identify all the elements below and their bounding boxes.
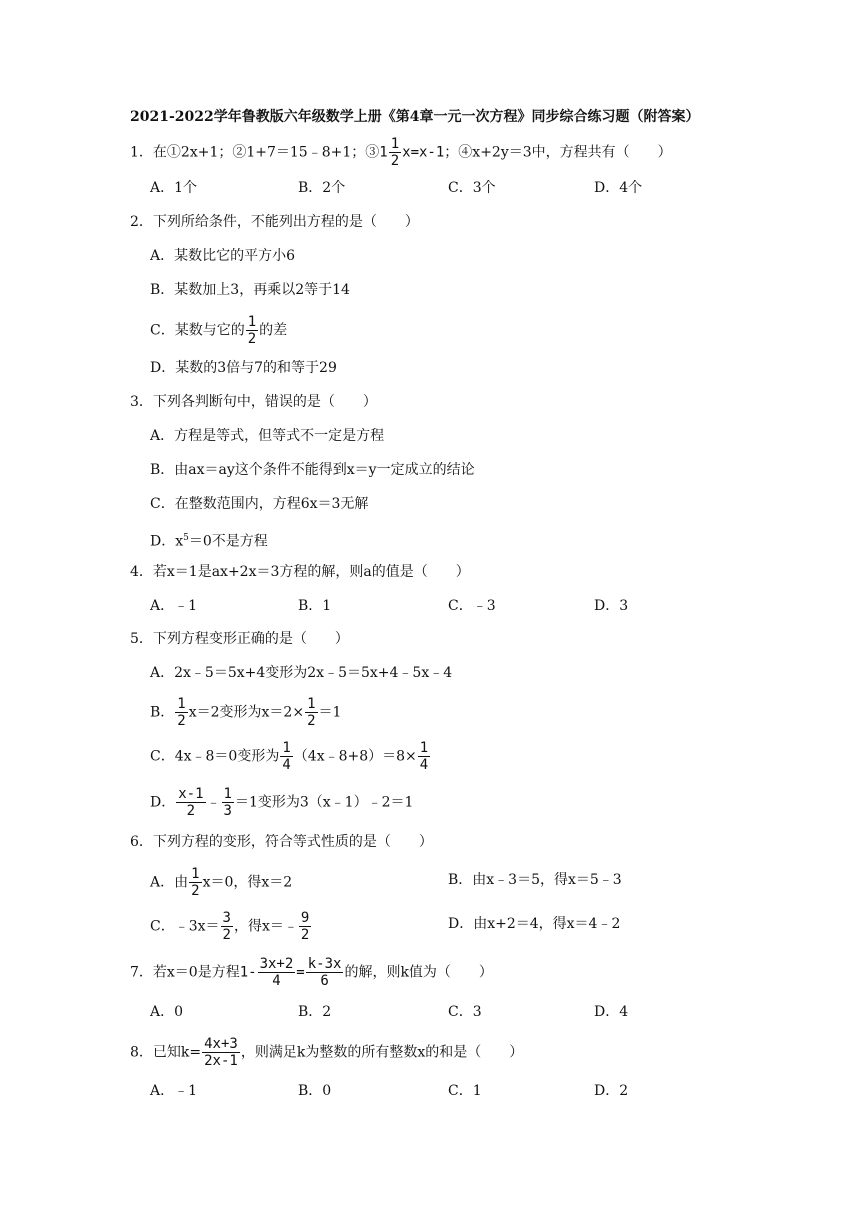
question-6-stem: 6．下列方程的变形，符合等式性质的是（ ） xyxy=(130,834,433,850)
fraction: $\frac{1}{2}$ xyxy=(247,314,257,347)
fraction: $\frac{1}{4}$ xyxy=(419,740,429,773)
q4-option-a[interactable]: A．﹣1 xyxy=(150,598,198,614)
fraction: $\frac{1}{3}$ xyxy=(223,786,232,819)
q3-option-a[interactable]: A．方程是等式，但等式不一定是方程 xyxy=(150,428,385,444)
q2-option-d[interactable]: D．某数的3倍与7的和等于29 xyxy=(150,360,337,376)
document-title: 2021-2022学年鲁教版六年级数学上册《第4章一元一次方程》同步综合练习题（附答案） xyxy=(130,109,700,125)
q6-option-a[interactable]: A．由 $\frac{1}{2}$ x＝0，得x＝2 xyxy=(150,866,293,899)
q8-option-c[interactable]: C．1 xyxy=(448,1083,482,1099)
question-4-stem: 4．若x＝1是ax+2x＝3方程的解，则a的值是（ ） xyxy=(130,564,470,580)
q2-option-c[interactable]: C．某数与它的 $\frac{1}{2}$ 的差 xyxy=(150,314,288,347)
fraction: $\frac{1}{4}$ xyxy=(282,740,291,773)
fraction: $\frac{3x+2}{4}$ xyxy=(259,956,294,989)
fraction: $\frac{1}{2}$ xyxy=(307,696,316,729)
q1-option-d[interactable]: D．4个 xyxy=(594,180,643,196)
fraction: $\frac{4x+3}{2x-1}$ xyxy=(204,1036,238,1069)
question-7-stem: 7．若x＝0是方程1- $\frac{3x+2}{4}$ = $\frac{k-3x}{6}$ 的解，则k值为（ ） xyxy=(130,956,493,989)
q1-option-a[interactable]: A．1个 xyxy=(150,180,198,196)
q3-option-c[interactable]: C．在整数范围内，方程6x＝3无解 xyxy=(150,496,369,512)
q7-option-c[interactable]: C．3 xyxy=(448,1004,482,1020)
q3-option-b[interactable]: B．由ax＝ay这个条件不能得到x＝y一定成立的结论 xyxy=(150,462,475,478)
question-2-stem: 2．下列所给条件，不能列出方程的是（ ） xyxy=(130,214,419,230)
q6-option-c[interactable]: C．﹣3x＝ $\frac{3}{2}$ ，得x＝﹣ $\frac{9}{2}$ xyxy=(150,910,310,943)
q1-option-b[interactable]: B．2个 xyxy=(298,180,346,196)
q3-option-d[interactable]: D．$x^5=0$不是方程 xyxy=(150,533,268,550)
q7-option-a[interactable]: A．0 xyxy=(150,1004,184,1020)
fraction: $\frac{1}{2}$ xyxy=(191,866,200,899)
q2-option-b[interactable]: B．某数加上3，再乘以2等于14 xyxy=(150,282,350,298)
q1-option-c[interactable]: C．3个 xyxy=(448,180,496,196)
fraction: $\frac{1}{2}$ xyxy=(177,696,186,729)
fraction: $\frac{k-3x}{6}$ xyxy=(307,956,342,989)
q5-option-b[interactable]: B． $\frac{1}{2}$ x＝2变形为x＝2× $\frac{1}{2}$ ＝1 xyxy=(150,696,342,729)
q6-option-b[interactable]: B．由x﹣3＝5，得x＝5﹣3 xyxy=(448,872,622,888)
q8-option-b[interactable]: B．0 xyxy=(298,1083,332,1099)
q2-option-a[interactable]: A．某数比它的平方小6 xyxy=(150,248,296,264)
q4-option-b[interactable]: B．1 xyxy=(298,598,332,614)
q5-option-d[interactable]: D． $\frac{x-1}{2}$ ﹣ $\frac{1}{3}$ ＝1变形为3（x﹣1）﹣2＝1 xyxy=(150,786,414,819)
q4-option-d[interactable]: D．3 xyxy=(594,598,629,614)
q5-option-c[interactable]: C．4x﹣8＝0变形为 $\frac{1}{4}$ （4x﹣8+8）＝8× $\frac{1}{4}$ xyxy=(150,740,429,773)
q5-option-a[interactable]: A．2x﹣5＝5x+4变形为2x﹣5＝5x+4﹣5x﹣4 xyxy=(150,665,453,681)
question-5-stem: 5．下列方程变形正确的是（ ） xyxy=(130,631,349,647)
question-8-stem: 8．已知k= $\frac{4x+3}{2x-1}$ ，则满足k为整数的所有整数x的和是（ ） xyxy=(130,1036,524,1069)
q6-option-d[interactable]: D．由x+2＝4，得x＝4﹣2 xyxy=(448,916,621,932)
question-1-stem: 1．在①2x+1；②1+7＝15﹣8+1；③1 $\frac{1}{2}$ x=x-1；④x+2y＝3中，方程共有（ ） xyxy=(130,136,672,169)
fraction: $\frac{x-1}{2}$ xyxy=(178,786,204,819)
q8-option-a[interactable]: A．﹣1 xyxy=(150,1083,198,1099)
q7-option-d[interactable]: D．4 xyxy=(594,1004,629,1020)
question-3-stem: 3．下列各判断句中，错误的是（ ） xyxy=(130,394,377,410)
q8-option-d[interactable]: D．2 xyxy=(594,1083,629,1099)
fraction: $\frac{9}{2}$ xyxy=(300,910,310,943)
fraction: $\frac{1}{2}$ xyxy=(390,136,400,169)
q7-option-b[interactable]: B．2 xyxy=(298,1004,332,1020)
q4-option-c[interactable]: C．﹣3 xyxy=(448,598,496,614)
fraction: $\frac{3}{2}$ xyxy=(222,910,231,943)
